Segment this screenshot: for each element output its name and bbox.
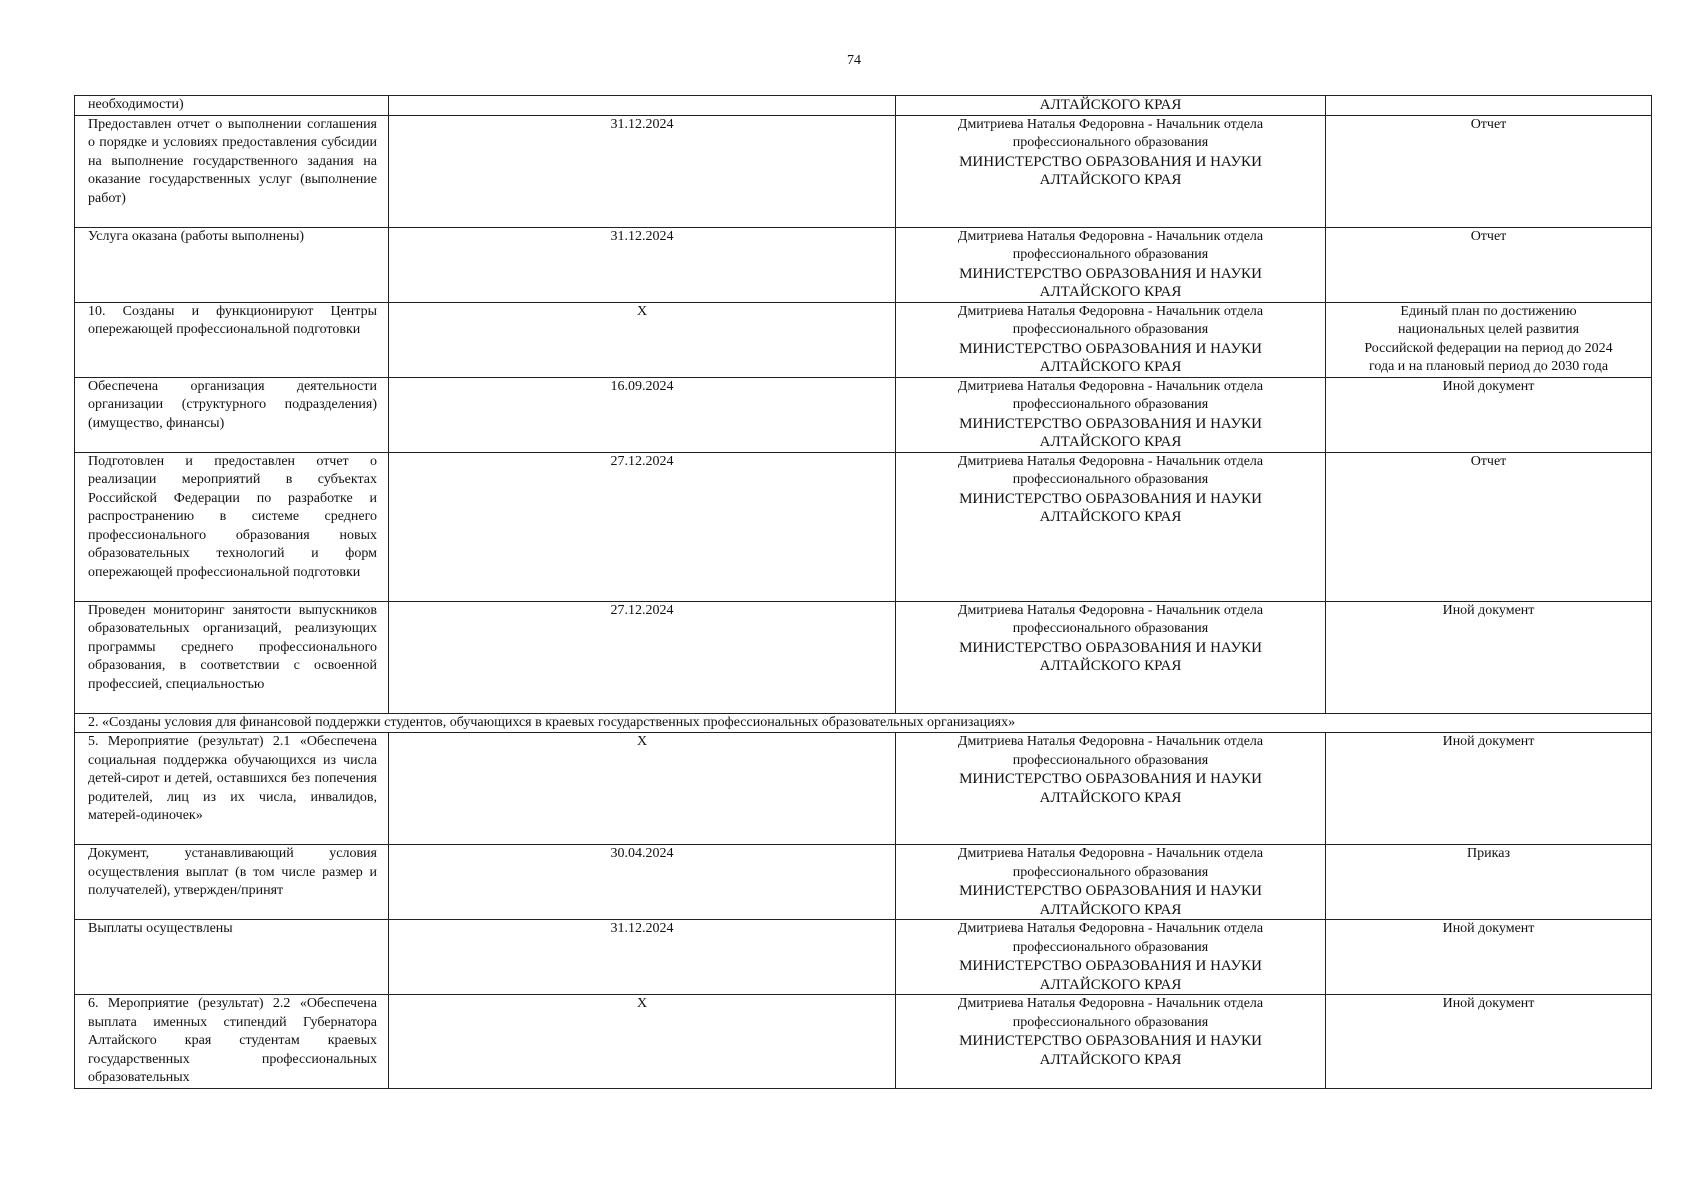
table-row bbox=[75, 995, 1652, 1089]
date-cell: Х bbox=[389, 995, 896, 1089]
responsible-cell: Дмитриева Наталья Федоровна - Начальник отдела профессионального образования МИНИСТЕРСТВО ОБРАЗОВАНИЯ И НАУКИ АЛТАЙСКОГО КРАЯ bbox=[896, 377, 1326, 452]
date-cell: Х bbox=[389, 302, 896, 377]
responsible-cell: Дмитриева Наталья Федоровна - Начальник отдела профессионального образования МИНИСТЕРСТВО ОБРАЗОВАНИЯ И НАУКИ АЛТАЙСКОГО КРАЯ bbox=[896, 452, 1326, 601]
result-name-cell: Проведен мониторинг занятости выпускников образовательных организаций, реализующих программы среднего профессионального образования, в соответствии с освоенной профессией, специальностью bbox=[75, 601, 389, 713]
page-number: 74 bbox=[847, 53, 861, 68]
document-type-cell: Иной документ bbox=[1326, 601, 1652, 713]
document-type-cell: Отчет bbox=[1326, 227, 1652, 302]
result-name-cell: 10. Созданы и функционируют Центры опережающей профессиональной подготовки bbox=[75, 302, 389, 377]
responsible-cell: Дмитриева Наталья Федоровна - Начальник отдела профессионального образования МИНИСТЕРСТВО ОБРАЗОВАНИЯ И НАУКИ АЛТАЙСКОГО КРАЯ bbox=[896, 995, 1326, 1089]
table-row bbox=[75, 377, 1652, 452]
results-table bbox=[74, 95, 1652, 1089]
result-name-cell: 6. Мероприятие (результат) 2.2 «Обеспечена выплата именных стипендий Губернатора Алтайского края студентам краевых государственных профессиональных образовательных bbox=[75, 995, 389, 1089]
date-cell: 27.12.2024 bbox=[389, 601, 896, 713]
document-type-cell: Иной документ bbox=[1326, 995, 1652, 1089]
responsible-cell: Дмитриева Наталья Федоровна - Начальник отдела профессионального образования МИНИСТЕРСТВО ОБРАЗОВАНИЯ И НАУКИ АЛТАЙСКОГО КРАЯ bbox=[896, 733, 1326, 845]
table-row bbox=[75, 845, 1652, 920]
date-cell: Х bbox=[389, 733, 896, 845]
date-cell: 31.12.2024 bbox=[389, 227, 896, 302]
table-row bbox=[75, 733, 1652, 845]
result-name-cell: 5. Мероприятие (результат) 2.1 «Обеспечена социальная поддержка обучающихся из числа детей-сирот и детей, оставшихся без попечения родителей, лиц из их числа, инвалидов, матерей-одиночек» bbox=[75, 733, 389, 845]
result-name-cell: Выплаты осуществлены bbox=[75, 920, 389, 995]
document-type-cell: Иной документ bbox=[1326, 377, 1652, 452]
document-type-cell: Отчет bbox=[1326, 452, 1652, 601]
result-name-cell: необходимости) bbox=[75, 96, 389, 116]
document-type-cell: Единый план по достижению национальных целей развития Российской федерации на период до 2024 года и на плановый период до 2030 года bbox=[1326, 302, 1652, 377]
result-name-cell: Услуга оказана (работы выполнены) bbox=[75, 227, 389, 302]
responsible-cell: Дмитриева Наталья Федоровна - Начальник отдела профессионального образования МИНИСТЕРСТВО ОБРАЗОВАНИЯ И НАУКИ АЛТАЙСКОГО КРАЯ bbox=[896, 920, 1326, 995]
result-name-cell: Обеспечена организация деятельности организации (структурного подразделения) (имущество, финансы) bbox=[75, 377, 389, 452]
section-heading: 2. «Созданы условия для финансовой поддержки студентов, обучающихся в краевых государственных профессиональных образовательных организациях» bbox=[75, 713, 1652, 733]
table-row bbox=[75, 115, 1652, 227]
date-cell: 16.09.2024 bbox=[389, 377, 896, 452]
table-row bbox=[75, 227, 1652, 302]
document-type-cell: Приказ bbox=[1326, 845, 1652, 920]
table-row bbox=[75, 452, 1652, 601]
document-type-cell: Иной документ bbox=[1326, 733, 1652, 845]
date-cell: 31.12.2024 bbox=[389, 115, 896, 227]
result-name-cell: Документ, устанавливающий условия осуществления выплат (в том числе размер и получателей), утвержден/принят bbox=[75, 845, 389, 920]
document-type-cell: Отчет bbox=[1326, 115, 1652, 227]
responsible-cell: Дмитриева Наталья Федоровна - Начальник отдела профессионального образования МИНИСТЕРСТВО ОБРАЗОВАНИЯ И НАУКИ АЛТАЙСКОГО КРАЯ bbox=[896, 845, 1326, 920]
date-cell: 27.12.2024 bbox=[389, 452, 896, 601]
responsible-cell: Дмитриева Наталья Федоровна - Начальник отдела профессионального образования МИНИСТЕРСТВО ОБРАЗОВАНИЯ И НАУКИ АЛТАЙСКОГО КРАЯ bbox=[896, 115, 1326, 227]
table-row bbox=[75, 302, 1652, 377]
responsible-cell: АЛТАЙСКОГО КРАЯ bbox=[896, 96, 1326, 116]
document-type-cell bbox=[1326, 96, 1652, 116]
table-row bbox=[75, 920, 1652, 995]
table-row bbox=[75, 96, 1652, 116]
section-row bbox=[75, 713, 1652, 733]
responsible-cell: Дмитриева Наталья Федоровна - Начальник отдела профессионального образования МИНИСТЕРСТВО ОБРАЗОВАНИЯ И НАУКИ АЛТАЙСКОГО КРАЯ bbox=[896, 227, 1326, 302]
document-type-cell: Иной документ bbox=[1326, 920, 1652, 995]
result-name-cell: Подготовлен и предоставлен отчет о реализации мероприятий в субъектах Российской Федерации по разработке и распространению в системе среднего профессионального образования новых образовательных технологий и форм опережающей профессиональной подготовки bbox=[75, 452, 389, 601]
date-cell: 30.04.2024 bbox=[389, 845, 896, 920]
responsible-cell: Дмитриева Наталья Федоровна - Начальник отдела профессионального образования МИНИСТЕРСТВО ОБРАЗОВАНИЯ И НАУКИ АЛТАЙСКОГО КРАЯ bbox=[896, 601, 1326, 713]
table-row bbox=[75, 601, 1652, 713]
result-name-cell: Предоставлен отчет о выполнении соглашения о порядке и условиях предоставления субсидии на выполнение государственного задания на оказание государственных услуг (выполнение работ) bbox=[75, 115, 389, 227]
date-cell bbox=[389, 96, 896, 116]
responsible-cell: Дмитриева Наталья Федоровна - Начальник отдела профессионального образования МИНИСТЕРСТВО ОБРАЗОВАНИЯ И НАУКИ АЛТАЙСКОГО КРАЯ bbox=[896, 302, 1326, 377]
date-cell: 31.12.2024 bbox=[389, 920, 896, 995]
